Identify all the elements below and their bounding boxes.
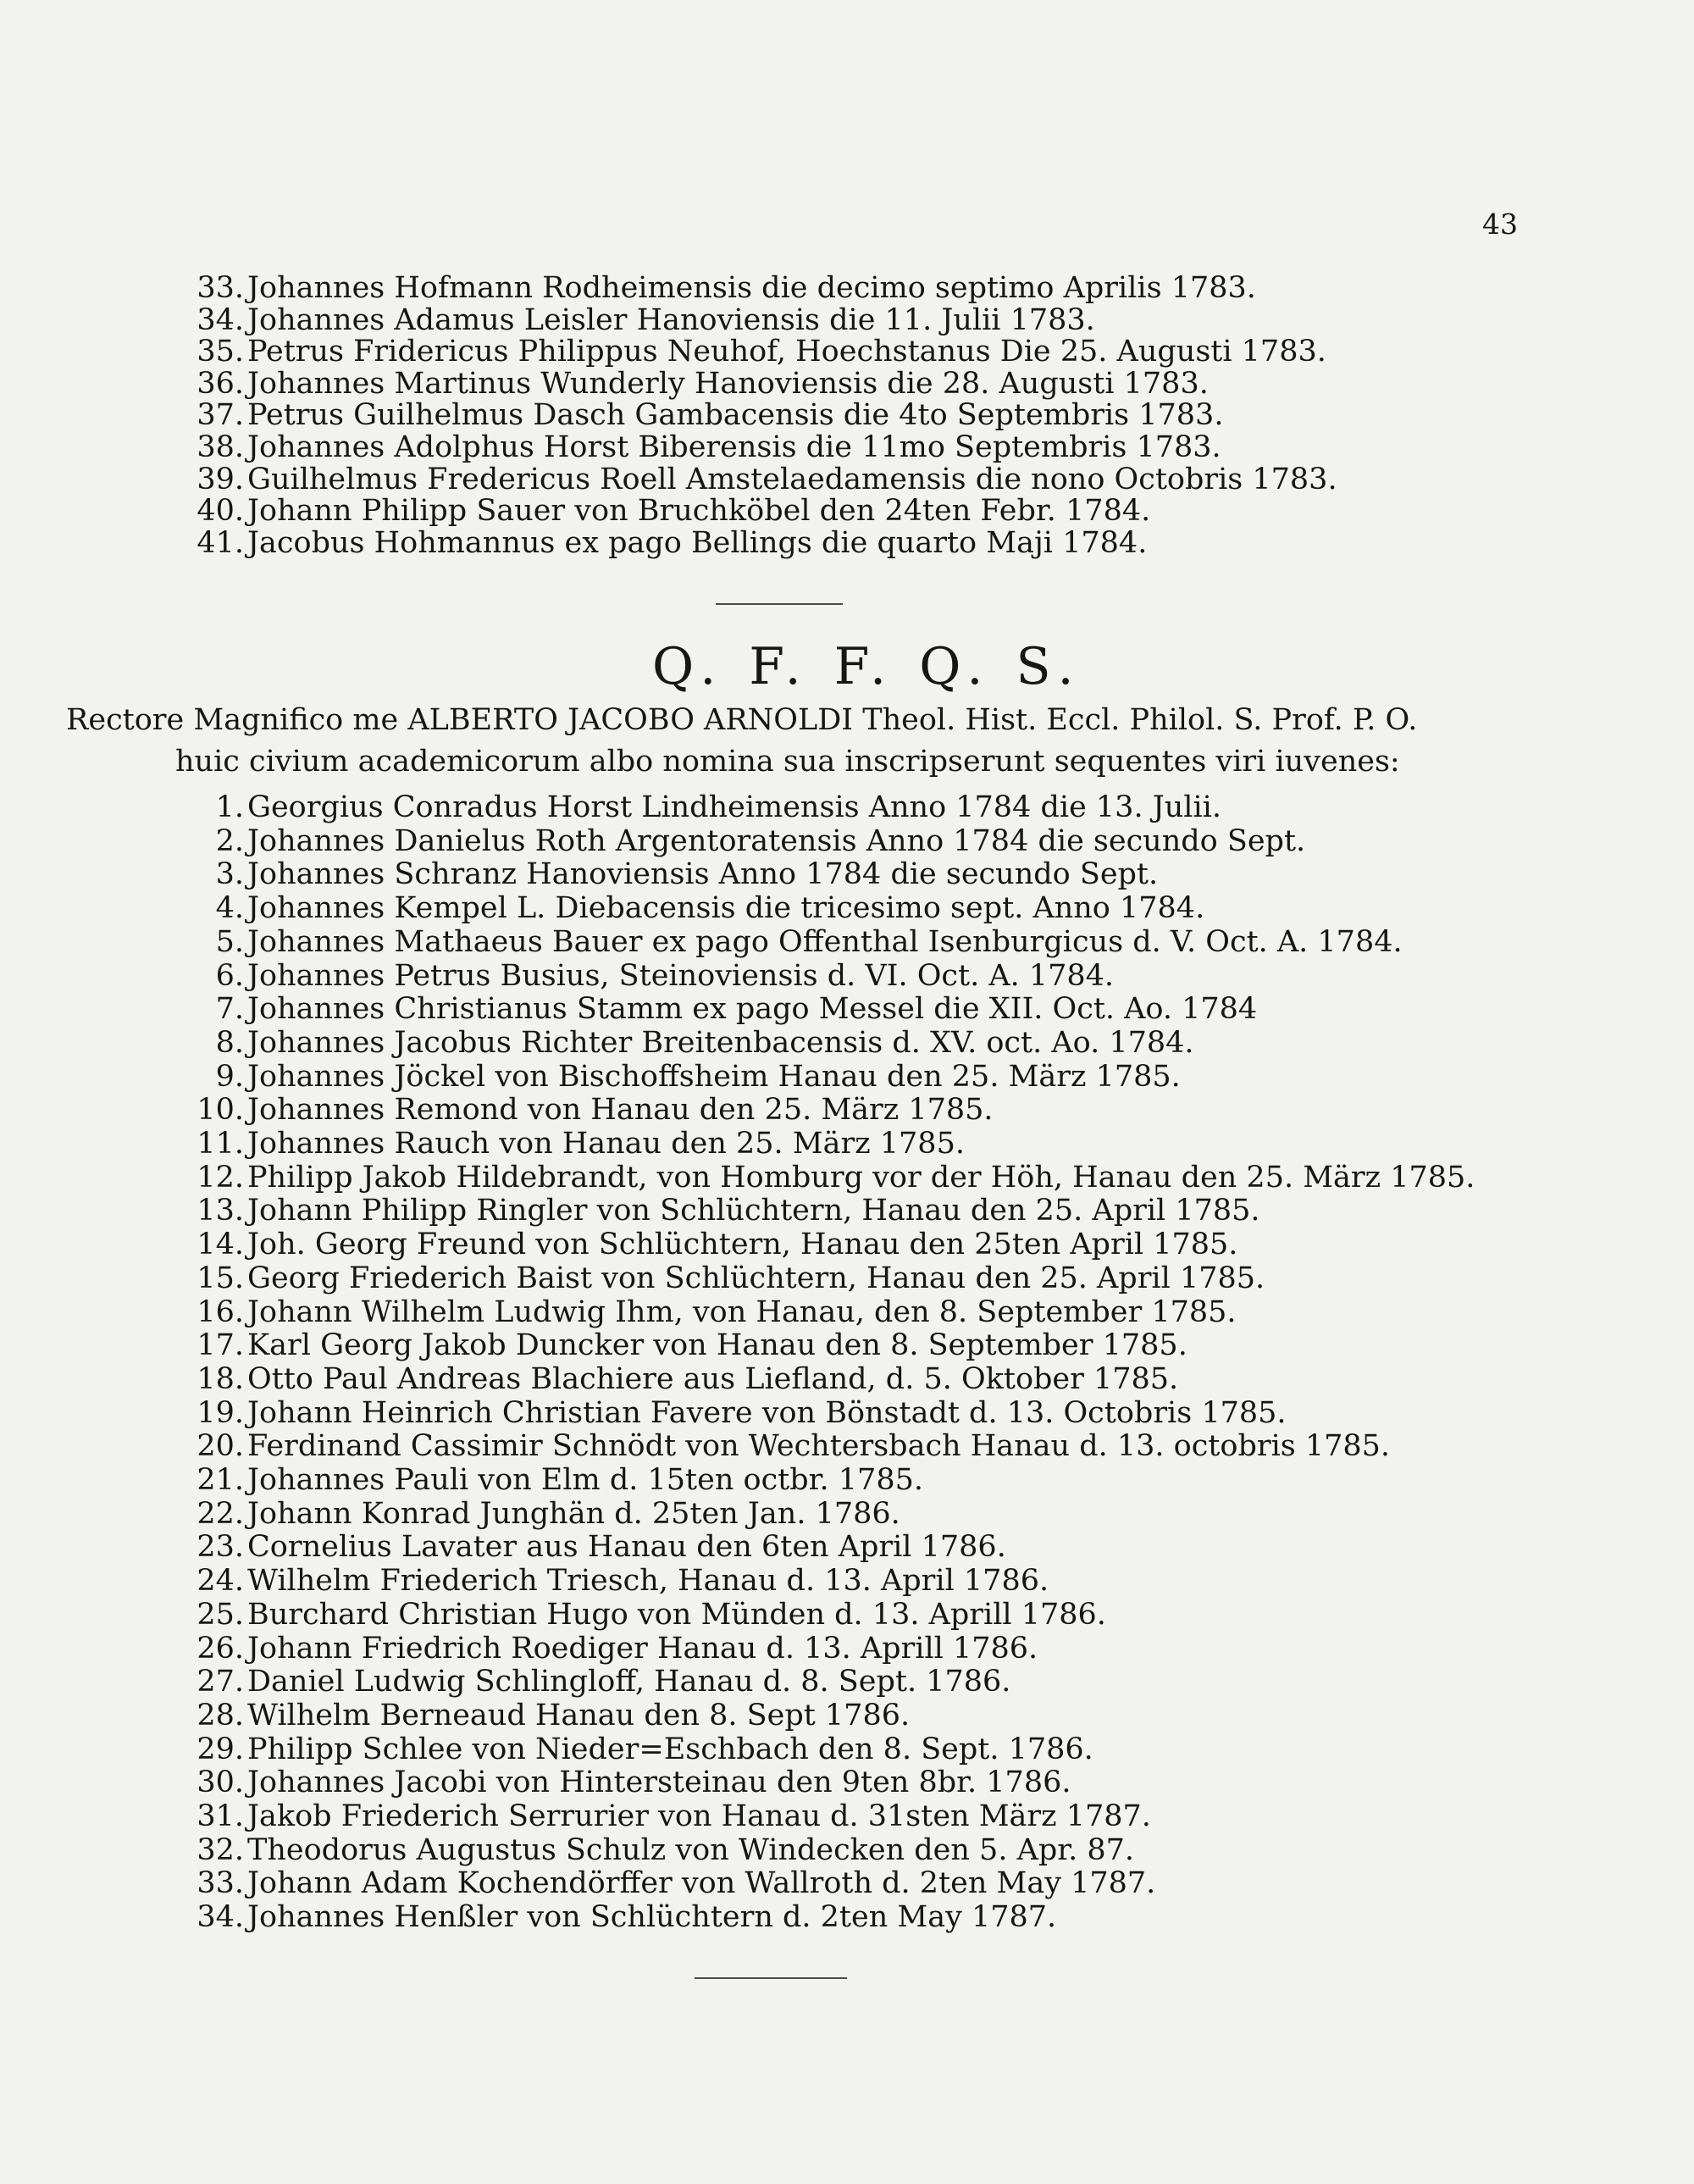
entry-text: Burchard Christian Hugo von Münden d. 13. Aprill 1786. (247, 1597, 1106, 1632)
rector-preamble-line-1: Rectore Magnifico me ALBERTO JACOBO ARNOLDI Theol. Hist. Eccl. Philol. S. Prof. P. O. (66, 703, 1418, 737)
list-item (0, 1732, 1626, 1766)
entry-text: Petrus Fridericus Philippus Neuhof, Hoechstanus Die 25. Augusti 1783. (247, 335, 1326, 369)
entry-number: 7. (215, 992, 244, 1027)
entry-text: Georgius Conradus Horst Lindheimensis Anno 1784 die 13. Julii. (247, 790, 1221, 824)
entry-number: 31. (197, 1799, 244, 1833)
list-item (0, 1194, 1626, 1228)
list-item (0, 271, 1626, 305)
page-number: 43 (1482, 208, 1518, 241)
entry-text: Cornelius Lavater aus Hanau den 6ten April 1786. (247, 1530, 1006, 1565)
list-item (0, 494, 1626, 528)
entry-number: 6. (215, 958, 244, 993)
entry-number: 28. (197, 1698, 244, 1732)
list-item (0, 463, 1626, 496)
list-item (0, 1699, 1626, 1732)
entry-text: Philipp Schlee von Nieder=Eschbach den 8. Sept. 1786. (247, 1732, 1093, 1766)
list-item (0, 1765, 1626, 1799)
entry-text: Georg Friederich Baist von Schlüchtern, Hanau den 25. April 1785. (247, 1261, 1265, 1295)
list-item (0, 1328, 1626, 1362)
list-item (0, 367, 1626, 401)
list-item (0, 1833, 1626, 1867)
entry-text: Johannes Adamus Leisler Hanoviensis die 11. Julii 1783. (247, 302, 1095, 337)
end-divider (695, 1977, 847, 1979)
list-item (0, 824, 1626, 858)
entry-text: Johannes Petrus Busius, Steinoviensis d. VI. Oct. A. 1784. (247, 958, 1115, 993)
entry-text: Karl Georg Jakob Duncker von Hanau den 8. September 1785. (247, 1328, 1187, 1363)
entry-number: 23. (197, 1530, 244, 1565)
entry-number: 19. (197, 1395, 244, 1430)
entry-text: Johannes Remond von Hanau den 25. März 1785. (247, 1093, 994, 1128)
list-item (0, 790, 1626, 824)
list-item (0, 857, 1626, 891)
rector-preamble-line-2: huic civium academicorum albo nomina sua inscripserunt sequentes viri iuvenes: (175, 745, 1400, 779)
entry-text: Otto Paul Andreas Blachiere aus Liefland, d. 5. Oktober 1785. (247, 1361, 1179, 1396)
entry-number: 17. (197, 1328, 244, 1363)
list-item (0, 1632, 1626, 1666)
list-item (0, 1463, 1626, 1497)
entry-text: Johann Wilhelm Ludwig Ihm, von Hanau, den 8. September 1785. (247, 1294, 1237, 1329)
entry-number: 27. (197, 1665, 244, 1699)
entry-number: 32. (197, 1832, 244, 1867)
entry-text: Johannes Kempel L. Diebacensis die tricesimo sept. Anno 1784. (247, 891, 1205, 926)
entry-number: 20. (197, 1429, 244, 1464)
list-item (0, 1362, 1626, 1396)
entry-number: 29. (197, 1732, 244, 1766)
entry-text: Johannes Mathaeus Bauer ex pago Offenthal Isenburgicus d. V. Oct. A. 1784. (247, 924, 1403, 959)
entry-number: 9. (215, 1059, 244, 1094)
list-item (0, 1295, 1626, 1329)
list-item (0, 1530, 1626, 1564)
entry-text: Johannes Christianus Stamm ex pago Messel die XII. Oct. Ao. 1784 (247, 992, 1258, 1027)
list-item (0, 1497, 1626, 1531)
list-item (0, 335, 1626, 369)
entry-number: 11. (197, 1127, 244, 1161)
entry-text: Theodorus Augustus Schulz von Windecken den 5. Apr. 87. (247, 1832, 1135, 1867)
entry-number: 36. (197, 366, 244, 401)
entry-number: 26. (197, 1631, 244, 1666)
list-item (0, 1127, 1626, 1161)
entry-number: 16. (197, 1294, 244, 1329)
entry-text: Jakob Friederich Serrurier von Hanau d. 31sten März 1787. (247, 1799, 1151, 1833)
list-item (0, 303, 1626, 337)
entry-number: 30. (197, 1765, 244, 1800)
entry-number: 39. (197, 462, 244, 496)
entry-number: 35. (197, 335, 244, 369)
list-item (0, 430, 1626, 464)
entry-number: 40. (197, 494, 244, 529)
list-item (0, 1799, 1626, 1833)
list-item (0, 398, 1626, 432)
entry-number: 38. (197, 430, 244, 464)
entry-text: Wilhelm Friederich Triesch, Hanau d. 13. April 1786. (247, 1564, 1049, 1599)
entry-number: 14. (197, 1228, 244, 1262)
entry-number: 18. (197, 1361, 244, 1396)
entry-text: Johannes Danielus Roth Argentoratensis Anno 1784 die secundo Sept. (247, 823, 1306, 858)
entry-text: Daniel Ludwig Schlingloff, Hanau d. 8. Sept. 1786. (247, 1665, 1011, 1699)
list-item (0, 1866, 1626, 1900)
entry-number: 22. (197, 1496, 244, 1531)
entry-number: 24. (197, 1564, 244, 1599)
entry-text: Johannes Rauch von Hanau den 25. März 1785. (247, 1127, 965, 1161)
list-item (0, 1665, 1626, 1699)
entry-number: 2. (215, 823, 244, 858)
entry-text: Johannes Martinus Wunderly Hanoviensis die 28. Augusti 1783. (247, 366, 1209, 401)
entry-text: Ferdinand Cassimir Schnödt von Wechtersbach Hanau d. 13. octobris 1785. (247, 1429, 1391, 1464)
entry-number: 34. (197, 1900, 244, 1935)
entry-text: Johann Friedrich Roediger Hanau d. 13. Aprill 1786. (247, 1631, 1038, 1666)
entry-number: 37. (197, 398, 244, 433)
entry-text: Johannes Adolphus Horst Biberensis die 11mo Septembris 1783. (247, 430, 1221, 464)
list-item (0, 1228, 1626, 1261)
entry-number: 33. (197, 1866, 244, 1901)
entry-text: Johannes Jöckel von Bischoffsheim Hanau den 25. März 1785. (247, 1059, 1181, 1094)
list-item (0, 1093, 1626, 1127)
entry-number: 10. (197, 1093, 244, 1128)
list-item (0, 1161, 1626, 1195)
entry-number: 13. (197, 1194, 244, 1228)
entry-text: Wilhelm Berneaud Hanau den 8. Sept 1786. (247, 1698, 911, 1732)
entry-number: 41. (197, 525, 244, 560)
entry-text: Jacobus Hohmannus ex pago Bellings die quarto Maji 1784. (247, 525, 1148, 560)
entry-text: Johannes Pauli von Elm d. 15ten octbr. 1785. (247, 1463, 923, 1497)
entry-number: 12. (197, 1160, 244, 1195)
entry-text: Johannes Jacobi von Hintersteinau den 9ten 8br. 1786. (247, 1765, 1071, 1800)
entry-number: 33. (197, 271, 244, 305)
list-item (0, 1396, 1626, 1430)
section-heading: Q. F. F. Q. S. (652, 637, 1082, 696)
entry-text: Johannes Hofmann Rodheimensis die decimo septimo Aprilis 1783. (247, 271, 1256, 305)
entry-text: Johannes Henßler von Schlüchtern d. 2ten May 1787. (247, 1900, 1057, 1935)
list-item (0, 1900, 1626, 1934)
entry-number: 3. (215, 857, 244, 892)
entry-number: 34. (197, 302, 244, 337)
entry-text: Johann Philipp Sauer von Bruchköbel den 24ten Febr. 1784. (247, 494, 1151, 529)
list-item (0, 1261, 1626, 1295)
entry-text: Joh. Georg Freund von Schlüchtern, Hanau den 25ten April 1785. (247, 1228, 1238, 1262)
list-item (0, 1564, 1626, 1598)
entry-number: 1. (215, 790, 244, 824)
entry-text: Guilhelmus Fredericus Roell Amstelaedamensis die nono Octobris 1783. (247, 462, 1337, 496)
list-item (0, 1429, 1626, 1463)
entry-text: Johann Konrad Junghän d. 25ten Jan. 1786. (247, 1496, 900, 1531)
list-item (0, 1026, 1626, 1060)
entry-number: 15. (197, 1261, 244, 1295)
list-item (0, 959, 1626, 993)
list-item (0, 1598, 1626, 1632)
entry-number: 25. (197, 1597, 244, 1632)
entry-text: Johannes Jacobus Richter Breitenbacensis d. XV. oct. Ao. 1784. (247, 1025, 1194, 1060)
entry-text: Philipp Jakob Hildebrandt, von Homburg vor der Höh, Hanau den 25. März 1785. (247, 1160, 1475, 1195)
list-item (0, 992, 1626, 1026)
entry-number: 4. (215, 891, 244, 926)
entry-text: Johann Heinrich Christian Favere von Bönstadt d. 13. Octobris 1785. (247, 1395, 1287, 1430)
entry-text: Johann Philipp Ringler von Schlüchtern, Hanau den 25. April 1785. (247, 1194, 1260, 1228)
entry-number: 8. (215, 1025, 244, 1060)
entry-number: 21. (197, 1463, 244, 1497)
entry-text: Johannes Schranz Hanoviensis Anno 1784 die secundo Sept. (247, 857, 1159, 892)
section-divider (716, 603, 843, 605)
list-item (0, 891, 1626, 925)
list-item (0, 526, 1626, 560)
list-item (0, 925, 1626, 959)
entry-number: 5. (215, 924, 244, 959)
list-item (0, 1060, 1626, 1094)
entry-text: Petrus Guilhelmus Dasch Gambacensis die 4to Septembris 1783. (247, 398, 1224, 433)
entry-text: Johann Adam Kochendörffer von Wallroth d. 2ten May 1787. (247, 1866, 1156, 1901)
